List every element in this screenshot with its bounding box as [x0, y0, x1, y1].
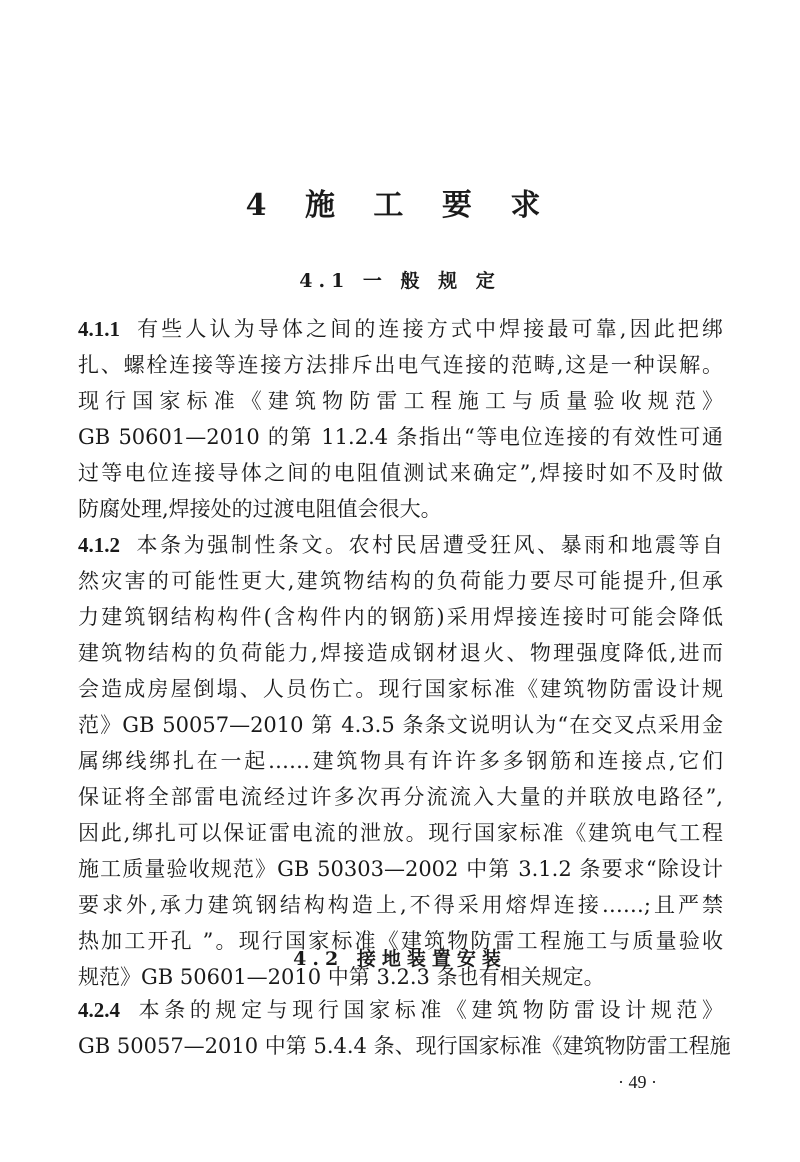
- line-text: 现行国家标准《建筑物防雷工程施工与质量验收规范》: [78, 389, 723, 413]
- text-line: [78, 779, 723, 815]
- line-text: 会造成房屋倒塌、人员伤亡。现行国家标准《建筑物防雷设计规: [78, 677, 723, 701]
- line-text: 本条为强制性条文。农村民居遭受狂风、暴雨和地震等自: [134, 533, 723, 557]
- text-line: [78, 599, 723, 635]
- text-line: [78, 851, 723, 887]
- clause-4-2-4: [78, 992, 731, 1064]
- text-line: [78, 563, 723, 599]
- text-line: [78, 1028, 731, 1064]
- line-text: 因此,绑扎可以保证雷电流的泄放。现行国家标准《建筑电气工程: [78, 821, 723, 845]
- line-text: 建筑物结构的负荷能力,焊接造成钢材退火、物理强度降低,进而: [78, 641, 723, 665]
- line-text: 要求外,承力建筑钢结构构造上,不得采用熔焊连接……;且严禁: [78, 893, 723, 917]
- section-title-4-2: 4.2 接地装置安装: [293, 948, 507, 970]
- line-text: 本条的规定与现行国家标准《建筑物防雷设计规范》: [134, 998, 723, 1022]
- text-line: [78, 887, 723, 923]
- line-text: 施工质量验收规范》GB 50303—2002 中第 3.1.2 条要求“除设计: [78, 857, 723, 881]
- line-text: 规范》GB 50601—2010 中第 3.2.3 条也有相关规定。: [78, 965, 605, 989]
- text-line: [78, 383, 723, 419]
- line-text: 属绑线绑扎在一起……建筑物具有许许多多钢筋和连接点,它们: [78, 749, 723, 773]
- clause-4-1-1: [78, 311, 723, 527]
- line-text: 热加工开孔 ”。现行国家标准《建筑物防雷工程施工与质量验收: [78, 929, 723, 953]
- section-title-4-1: 4.1 一 般 规 定: [299, 270, 501, 292]
- text-line: [78, 455, 723, 491]
- line-text: GB 50601—2010 的第 11.2.4 条指出“等电位连接的有效性可通: [78, 425, 723, 449]
- line-text: 保证将全部雷电流经过许多次再分流流入大量的并联放电路径”,: [78, 785, 723, 809]
- clause-number: 4.1.2: [78, 533, 120, 557]
- text-line: [78, 671, 723, 707]
- line-text: 然灾害的可能性更大,建筑物结构的负荷能力要尽可能提升,但承: [78, 569, 723, 593]
- line-text: 力建筑钢结构构件(含构件内的钢筋)采用焊接连接时可能会降低: [78, 605, 723, 629]
- line-text: 防腐处理,焊接处的过渡电阻值会很大。: [78, 497, 442, 521]
- line-text: GB 50057—2010 中第 5.4.4 条、现行国家标准《建筑物防雷工程施: [78, 1034, 731, 1058]
- line-text: 扎、螺栓连接等连接方法排斥出电气连接的范畴,这是一种误解。: [78, 353, 723, 377]
- chapter-title: 4 施 工 要 求: [245, 188, 555, 223]
- page-number: · 49 ·: [618, 1072, 657, 1092]
- text-line: [78, 635, 723, 671]
- text-line: [78, 527, 723, 563]
- text-line: [78, 743, 723, 779]
- clause-number: 4.2.4: [78, 998, 120, 1022]
- line-text: 有些人认为导体之间的连接方式中焊接最可靠,因此把绑: [134, 317, 723, 341]
- line-text: 过等电位连接导体之间的电阻值测试来确定”,焊接时如不及时做: [78, 461, 723, 485]
- text-line: [78, 347, 723, 383]
- clause-4-1-2: [78, 527, 723, 995]
- clause-number: 4.1.1: [78, 317, 120, 341]
- text-line: [78, 707, 723, 743]
- text-line: [78, 311, 723, 347]
- text-line: [78, 992, 723, 1028]
- text-line: [78, 419, 723, 455]
- line-text: 范》GB 50057—2010 第 4.3.5 条条文说明认为“在交叉点采用金: [78, 713, 723, 737]
- text-line: [78, 815, 723, 851]
- text-line: [78, 491, 723, 527]
